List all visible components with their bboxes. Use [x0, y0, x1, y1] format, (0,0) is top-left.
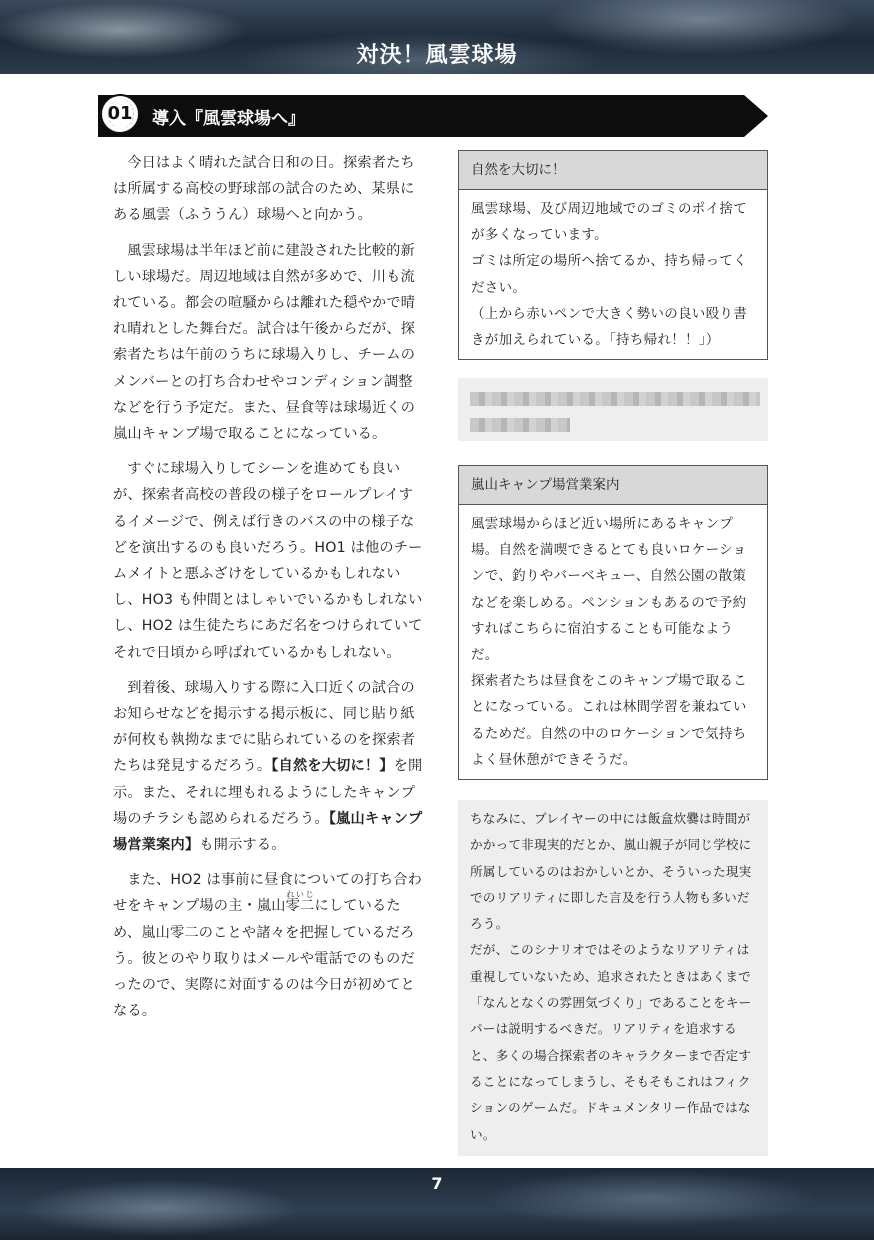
- handout-ref-camp: 【嵐山キャンプ場営業案内】: [113, 810, 423, 854]
- handout-line: （上から赤いペンで大きく勢いの良い殴り書きが加えられている。「持ち帰れ！！」）: [471, 305, 747, 349]
- redacted-bar: [470, 418, 570, 432]
- redacted-box: [458, 378, 768, 441]
- handout-ref-nature: 【自然を大切に！】: [271, 758, 394, 775]
- note-line: だが、このシナリオではそのようなリアリティは重視していないため、追求されたときはあくまで「なんとなくの雰囲気づくり」であることをキーパーは説明するべきだ。リアリティを追求すると、多くの場合探索者のキャラクターまで否定することになってしまうし、そもそもこれはフィクションのゲームだ。ドキュメンタリー作品ではない。: [470, 942, 752, 1142]
- name-ruby: 零二れいじ: [285, 890, 315, 915]
- redacted-bar: [470, 392, 760, 406]
- handout-line: 風雲球場からほど近い場所にあるキャンプ場。自然を満喫できるとても良いロケーションで、釣りやバーベキュー、自然公園の散策などを楽しめる。ペンションもあるので予約すればこちらに宿泊することも可能なようだ。: [471, 516, 747, 664]
- paragraph-arrival: 到着後、球場入りする際に入口近くの試合のお知らせなどを掲示する掲示板に、同じ貼り紙が何枚も執拗なまでに貼られているのを探索者たちは発見するだろう。【自然を大切に！】を開示。また、それに埋もれるようにしたキャンプ場のチラシも認められるだろう。【嵐山キャンプ場営業案内】も開示する。: [113, 679, 423, 854]
- handout-line: ゴミは所定の場所へ捨てるか、持ち帰ってください。: [471, 253, 747, 296]
- section-number-badge: 01: [100, 94, 140, 134]
- handout-title: 嵐山キャンプ場営業案内: [459, 466, 767, 505]
- handout-box-nature: [458, 150, 768, 360]
- handout-line: 風雲球場、及び周辺地域でのゴミのポイ捨てが多くなっています。: [471, 201, 747, 244]
- paragraph-stadium: 風雲球場は半年ほど前に建設された比較的新しい球場だ。周辺地域は自然が多めで、川も流れている。都会の喧騒からは離れた穏やかで晴れ晴れとした舞台だ。試合は午後からだが、探索者たちは午前のうちに球場入りし、チームのメンバーとの打ち合わせやコンディション調整などを行う予定だ。また、昼食等は球場近くの嵐山キャンプ場で取ることになっている。: [113, 242, 416, 443]
- note-line: ちなみに、プレイヤーの中には飯盒炊爨は時間がかかって非現実的だとか、嵐山親子が同じ学校に所属しているのはおかしいとか、そういった現実でのリアリティに即した言及を行う人物も多いだろう。: [470, 811, 752, 932]
- handout-line: 探索者たちは昼食をこのキャンプ場で取ることになっている。これは林間学習を兼ねているためだ。自然の中のロケーションで気持ちよく昼休憩ができそうだ。: [471, 673, 747, 768]
- page-footer: [0, 1168, 874, 1240]
- handout-box-camp: [458, 465, 768, 780]
- keeper-note-box: [458, 800, 768, 1156]
- paragraph-roleplay: すぐに球場入りしてシーンを進めても良いが、探索者高校の普段の様子をロールプレイするイメージで、例えば行きのバスの中の様子などを演出するのも良いだろう。HO1 は他のチームメイトと悪ふざけをしているかもしれないし、HO3 も仲間とはしゃいでいるかもしれないし、HO2 は生徒たちにあだ名をつけられていてそれで日頃から呼ばれているかもしれない。: [113, 461, 423, 661]
- paragraph-intro: 今日はよく晴れた試合日和の日。探索者たちは所属する高校の野球部の試合のため、某県にある風雲（ふううん）球場へと向かう。: [113, 155, 415, 224]
- handout-title: 自然を大切に！: [459, 151, 767, 190]
- paragraph-ho2: また、HO2 は事前に昼食についての打ち合わせをキャンプ場の主・嵐山零二れいじにしているため、嵐山零二のことや諸々を把握しているだろう。彼とのやり取りはメールや電話でのものだったので、実際に対面するのは今日が初めてとなる。: [113, 872, 423, 1020]
- page-header: [0, 0, 874, 74]
- main-text-column: [113, 150, 425, 1034]
- page-title: 対決！風雲球場: [356, 43, 518, 68]
- section-title: 導入『風雲球場へ』: [152, 109, 305, 129]
- page-number: 7: [431, 1174, 443, 1193]
